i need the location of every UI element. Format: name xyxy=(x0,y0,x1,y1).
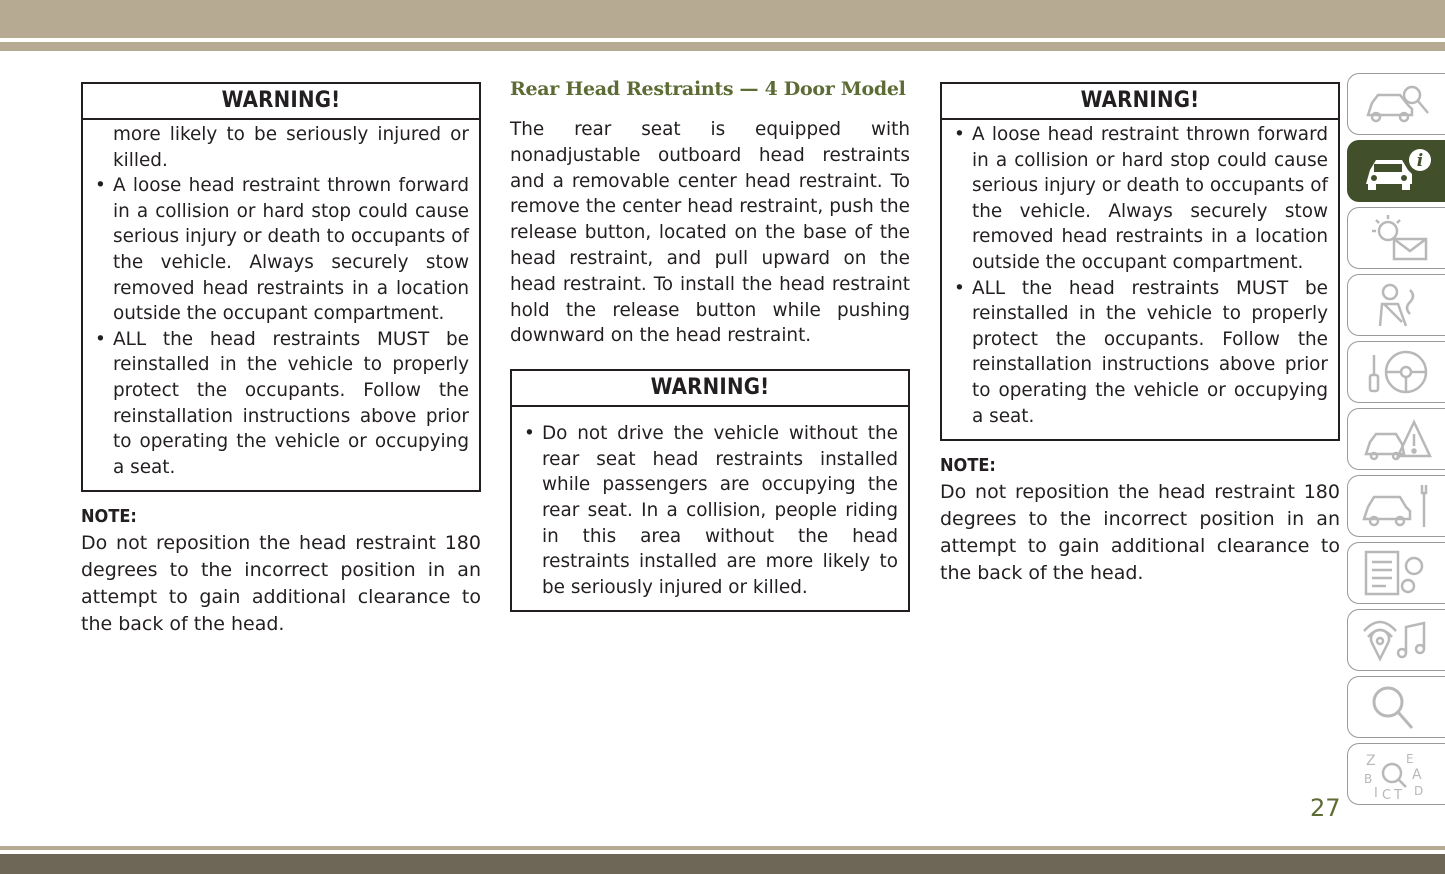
left-warning-continued-text: more likely to be seriously injured or killed. xyxy=(113,124,469,171)
car-info-icon[interactable] xyxy=(1347,140,1445,202)
airbag-seatbelt-icon[interactable] xyxy=(1347,274,1445,336)
middle-warning-bullet-1: • Do not drive the vehicle without the rear seat head restraints installed while passengers are occupying the rear seat. In a collision, people riding in this area without the head restraints installed are more likely to be seriously injured or killed. xyxy=(522,421,898,600)
right-note-text: Do not reposition the head restraint 180 degrees to the incorrect position in an attempt to gain additional clearance to the back of the head. xyxy=(940,481,1340,585)
top-decorative-band xyxy=(0,0,1445,38)
top-decorative-stripe xyxy=(0,42,1445,51)
left-note-label: NOTE: xyxy=(81,506,137,528)
svg-text:C: C xyxy=(1381,788,1391,799)
svg-text:T: T xyxy=(1393,788,1402,799)
middle-warning-box xyxy=(510,369,910,612)
svg-text:B: B xyxy=(1363,772,1372,786)
bottom-decorative-band xyxy=(0,854,1445,874)
left-warning-bullet-2: • ALL the head restraints MUST be reinstalled in the vehicle to properly protect the occupants. Follow the reinstallation instructions above prior to operating the vehicle or occupying a seat. xyxy=(93,327,469,481)
right-warning-bullets xyxy=(952,122,1328,429)
left-warning-title: WARNING! xyxy=(83,84,479,120)
right-warning-body xyxy=(942,120,1338,439)
page-number: 27 xyxy=(1310,794,1341,822)
middle-warning-title: WARNING! xyxy=(512,371,908,407)
svg-text:I: I xyxy=(1373,786,1378,799)
svg-text:Z: Z xyxy=(1365,753,1376,769)
magnifier-icon[interactable] xyxy=(1347,676,1445,738)
right-warning-bullet-2: • ALL the head restraints MUST be reinstalled in the vehicle to properly protect the occupants. Follow the reinstallation instructions above prior to operating the vehicle or occupying a seat. xyxy=(952,276,1328,430)
right-warning-box xyxy=(940,82,1340,441)
car-hazard-icon[interactable] xyxy=(1347,408,1445,470)
right-column xyxy=(940,82,1340,587)
specs-gear-icon[interactable] xyxy=(1347,542,1445,604)
left-warning-box xyxy=(81,82,481,492)
svg-text:A: A xyxy=(1411,767,1422,783)
right-warning-bullet-1: • A loose head restraint thrown forward in a collision or hard stop could cause serious injury or death to occupants of the vehicle. Always securely stow removed head restraints in a location outside the occupant compartment. xyxy=(952,122,1328,276)
car-wrench-icon[interactable] xyxy=(1347,475,1445,537)
middle-warning-body xyxy=(512,407,908,610)
index-az-icon[interactable] xyxy=(1347,743,1445,805)
section-title: Rear Head Restraints — 4 Door Model xyxy=(510,78,906,100)
warning-light-message-icon[interactable] xyxy=(1347,207,1445,269)
right-warning-title: WARNING! xyxy=(942,84,1338,120)
left-warning-body xyxy=(83,120,479,490)
section-body-text: The rear seat is equipped with nonadjustable outboard head restraints and a removable center head restraint. To remove the center head restraint, push the release button, located on the base of the head restraint, and pull upward on the head restraint. To install the head restraint hold the release button while pushing downward on the head restraint. xyxy=(510,119,910,347)
car-search-icon[interactable] xyxy=(1347,73,1445,135)
svg-text:D: D xyxy=(1413,784,1423,798)
left-warning-bullets xyxy=(93,173,469,480)
left-warning-bullet-1: • A loose head restraint thrown forward in a collision or hard stop could cause serious injury or death to occupants of the vehicle. Always securely stow removed head restraints in a location outside the occupant compartment. xyxy=(93,173,469,327)
left-note-text: Do not reposition the head restraint 180 degrees to the incorrect position in an attempt to gain additional clearance to the back of the head. xyxy=(81,532,481,636)
svg-text:i: i xyxy=(1416,151,1423,171)
middle-warning-bullets xyxy=(522,421,898,600)
multimedia-icon[interactable] xyxy=(1347,609,1445,671)
svg-text:E: E xyxy=(1405,752,1414,766)
left-column xyxy=(81,82,481,638)
steering-wheel-key-icon[interactable] xyxy=(1347,341,1445,403)
right-note-label: NOTE: xyxy=(940,455,996,477)
bottom-decorative-stripe xyxy=(0,846,1445,850)
middle-column xyxy=(510,75,910,612)
